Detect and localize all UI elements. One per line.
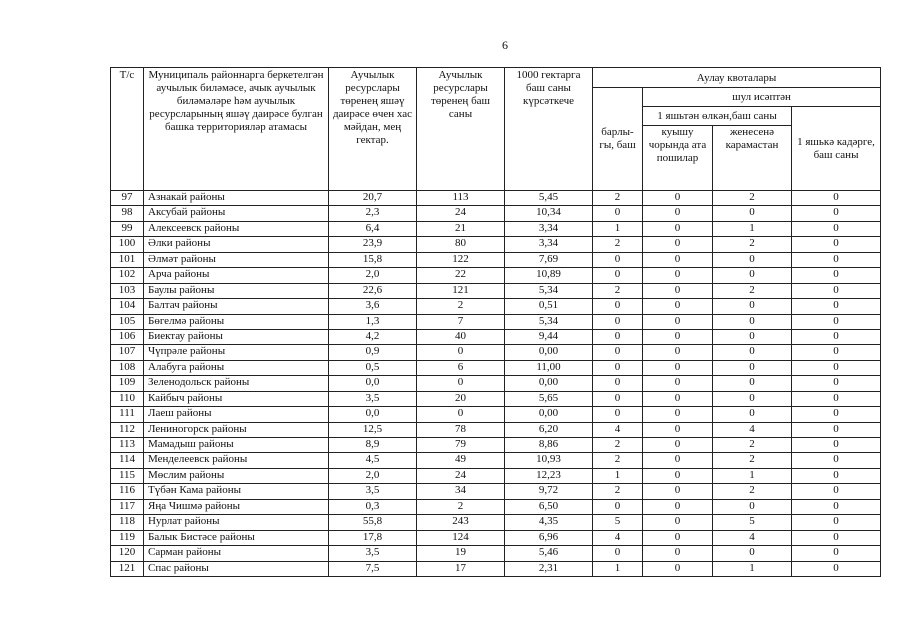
row-index-cell: 101 bbox=[111, 252, 144, 267]
row-index-cell: 114 bbox=[111, 453, 144, 468]
territory-name-cell: Кайбыч районы bbox=[144, 391, 329, 406]
density-per-1000ha-cell: 10,89 bbox=[505, 268, 593, 283]
quota-total-cell: 0 bbox=[593, 499, 643, 514]
quota-regardless-sex-cell: 2 bbox=[713, 484, 792, 499]
quota-males-rut-cell: 0 bbox=[643, 546, 713, 561]
row-index-cell: 104 bbox=[111, 299, 144, 314]
quota-under-one-year-cell: 0 bbox=[792, 484, 881, 499]
quota-under-one-year-cell: 0 bbox=[792, 391, 881, 406]
habitat-area-cell: 3,5 bbox=[329, 546, 417, 561]
territory-name-cell: Мөслим районы bbox=[144, 468, 329, 483]
habitat-area-cell: 55,8 bbox=[329, 515, 417, 530]
territory-name-cell: Азнакай районы bbox=[144, 191, 329, 206]
quota-under-one-year-cell: 0 bbox=[792, 329, 881, 344]
quota-total-cell: 4 bbox=[593, 422, 643, 437]
row-index-cell: 108 bbox=[111, 360, 144, 375]
quota-total-cell: 5 bbox=[593, 515, 643, 530]
density-per-1000ha-cell: 0,00 bbox=[505, 376, 593, 391]
quota-regardless-sex-cell: 2 bbox=[713, 438, 792, 453]
habitat-area-cell: 4,2 bbox=[329, 329, 417, 344]
territory-name-cell: Зеленодольск районы bbox=[144, 376, 329, 391]
resource-count-cell: 79 bbox=[417, 438, 505, 453]
resource-count-cell: 80 bbox=[417, 237, 505, 252]
habitat-area-cell: 2,0 bbox=[329, 268, 417, 283]
territory-name-cell: Яңа Чишмә районы bbox=[144, 499, 329, 514]
quota-under-one-year-cell: 0 bbox=[792, 345, 881, 360]
quota-males-rut-cell: 0 bbox=[643, 237, 713, 252]
row-index-cell: 99 bbox=[111, 221, 144, 236]
density-per-1000ha-cell: 6,50 bbox=[505, 499, 593, 514]
density-per-1000ha-cell: 12,23 bbox=[505, 468, 593, 483]
header-including: шул исәптән bbox=[643, 88, 881, 107]
table-row bbox=[111, 283, 881, 298]
quota-total-cell: 0 bbox=[593, 314, 643, 329]
quota-males-rut-cell: 0 bbox=[643, 299, 713, 314]
habitat-area-cell: 3,5 bbox=[329, 391, 417, 406]
density-per-1000ha-cell: 0,00 bbox=[505, 407, 593, 422]
resource-count-cell: 122 bbox=[417, 252, 505, 267]
quota-regardless-sex-cell: 0 bbox=[713, 299, 792, 314]
habitat-area-cell: 6,4 bbox=[329, 221, 417, 236]
table-row bbox=[111, 515, 881, 530]
row-index-cell: 116 bbox=[111, 484, 144, 499]
resource-count-cell: 49 bbox=[417, 453, 505, 468]
quota-regardless-sex-cell: 0 bbox=[713, 407, 792, 422]
density-per-1000ha-cell: 6,20 bbox=[505, 422, 593, 437]
hunting-quota-table bbox=[110, 67, 881, 577]
territory-name-cell: Арча районы bbox=[144, 268, 329, 283]
quota-total-cell: 0 bbox=[593, 391, 643, 406]
header-regardless-sex: женесенә карамастан bbox=[713, 126, 792, 191]
quota-males-rut-cell: 0 bbox=[643, 438, 713, 453]
resource-count-cell: 0 bbox=[417, 407, 505, 422]
density-per-1000ha-cell: 0,00 bbox=[505, 345, 593, 360]
quota-under-one-year-cell: 0 bbox=[792, 376, 881, 391]
habitat-area-cell: 0,5 bbox=[329, 360, 417, 375]
quota-males-rut-cell: 0 bbox=[643, 376, 713, 391]
quota-under-one-year-cell: 0 bbox=[792, 530, 881, 545]
quota-regardless-sex-cell: 0 bbox=[713, 360, 792, 375]
table-row bbox=[111, 191, 881, 206]
table-body bbox=[111, 191, 881, 577]
territory-name-cell: Балык Бистәсе районы bbox=[144, 530, 329, 545]
quota-under-one-year-cell: 0 bbox=[792, 499, 881, 514]
quota-under-one-year-cell: 0 bbox=[792, 422, 881, 437]
habitat-area-cell: 0,9 bbox=[329, 345, 417, 360]
quota-regardless-sex-cell: 0 bbox=[713, 345, 792, 360]
density-per-1000ha-cell: 3,34 bbox=[505, 221, 593, 236]
habitat-area-cell: 3,6 bbox=[329, 299, 417, 314]
row-index-cell: 118 bbox=[111, 515, 144, 530]
resource-count-cell: 2 bbox=[417, 499, 505, 514]
quota-total-cell: 0 bbox=[593, 268, 643, 283]
territory-name-cell: Спас районы bbox=[144, 561, 329, 576]
table-header bbox=[111, 68, 881, 191]
quota-total-cell: 2 bbox=[593, 237, 643, 252]
quota-regardless-sex-cell: 0 bbox=[713, 268, 792, 283]
quota-under-one-year-cell: 0 bbox=[792, 299, 881, 314]
quota-total-cell: 1 bbox=[593, 561, 643, 576]
quota-regardless-sex-cell: 4 bbox=[713, 530, 792, 545]
header-territory-name: Муниципаль районнарга беркетелгән аучылык биләмәсе, ачык аучылык биләмәләре һәм аучылык ресурсларының яшәү даирәсе булган башка территорияләр атамасы bbox=[144, 68, 329, 191]
territory-name-cell: Биектау районы bbox=[144, 329, 329, 344]
resource-count-cell: 17 bbox=[417, 561, 505, 576]
density-per-1000ha-cell: 2,31 bbox=[505, 561, 593, 576]
quota-males-rut-cell: 0 bbox=[643, 314, 713, 329]
quota-total-cell: 0 bbox=[593, 252, 643, 267]
quota-males-rut-cell: 0 bbox=[643, 345, 713, 360]
quota-regardless-sex-cell: 0 bbox=[713, 376, 792, 391]
quota-regardless-sex-cell: 2 bbox=[713, 191, 792, 206]
resource-count-cell: 21 bbox=[417, 221, 505, 236]
resource-count-cell: 19 bbox=[417, 546, 505, 561]
density-per-1000ha-cell: 5,34 bbox=[505, 314, 593, 329]
territory-name-cell: Мамадыш районы bbox=[144, 438, 329, 453]
header-quota-group: Аулау квоталары bbox=[593, 68, 881, 88]
resource-count-cell: 2 bbox=[417, 299, 505, 314]
row-index-cell: 112 bbox=[111, 422, 144, 437]
table-row bbox=[111, 530, 881, 545]
resource-count-cell: 20 bbox=[417, 391, 505, 406]
table-row bbox=[111, 453, 881, 468]
row-index-cell: 117 bbox=[111, 499, 144, 514]
habitat-area-cell: 23,9 bbox=[329, 237, 417, 252]
quota-total-cell: 1 bbox=[593, 468, 643, 483]
row-index-cell: 102 bbox=[111, 268, 144, 283]
resource-count-cell: 34 bbox=[417, 484, 505, 499]
header-resource-count: Аучылык ресурслары төренең баш саны bbox=[417, 68, 505, 191]
habitat-area-cell: 22,6 bbox=[329, 283, 417, 298]
territory-name-cell: Лениногорск районы bbox=[144, 422, 329, 437]
row-index-cell: 120 bbox=[111, 546, 144, 561]
resource-count-cell: 40 bbox=[417, 329, 505, 344]
quota-males-rut-cell: 0 bbox=[643, 329, 713, 344]
row-index-cell: 100 bbox=[111, 237, 144, 252]
quota-under-one-year-cell: 0 bbox=[792, 407, 881, 422]
quota-regardless-sex-cell: 2 bbox=[713, 453, 792, 468]
quota-regardless-sex-cell: 1 bbox=[713, 468, 792, 483]
resource-count-cell: 24 bbox=[417, 468, 505, 483]
quota-males-rut-cell: 0 bbox=[643, 422, 713, 437]
quota-regardless-sex-cell: 0 bbox=[713, 206, 792, 221]
habitat-area-cell: 3,5 bbox=[329, 484, 417, 499]
territory-name-cell: Түбән Кама районы bbox=[144, 484, 329, 499]
header-habitat-area: Аучылык ресурслары төренең яшәү даирәсе өчен хас мәйдан, мең гектар. bbox=[329, 68, 417, 191]
row-index-cell: 110 bbox=[111, 391, 144, 406]
habitat-area-cell: 12,5 bbox=[329, 422, 417, 437]
header-males-rut: куышу чорында ата пошилар bbox=[643, 126, 713, 191]
table-row bbox=[111, 329, 881, 344]
density-per-1000ha-cell: 5,45 bbox=[505, 191, 593, 206]
territory-name-cell: Сарман районы bbox=[144, 546, 329, 561]
quota-regardless-sex-cell: 0 bbox=[713, 546, 792, 561]
quota-males-rut-cell: 0 bbox=[643, 268, 713, 283]
density-per-1000ha-cell: 8,86 bbox=[505, 438, 593, 453]
habitat-area-cell: 0,3 bbox=[329, 499, 417, 514]
habitat-area-cell: 15,8 bbox=[329, 252, 417, 267]
quota-total-cell: 2 bbox=[593, 453, 643, 468]
habitat-area-cell: 0,0 bbox=[329, 407, 417, 422]
quota-males-rut-cell: 0 bbox=[643, 561, 713, 576]
table-row bbox=[111, 206, 881, 221]
table-row bbox=[111, 314, 881, 329]
table-row bbox=[111, 345, 881, 360]
header-total: барлы-гы, баш bbox=[593, 88, 643, 191]
quota-males-rut-cell: 0 bbox=[643, 407, 713, 422]
quota-under-one-year-cell: 0 bbox=[792, 438, 881, 453]
density-per-1000ha-cell: 5,65 bbox=[505, 391, 593, 406]
quota-regardless-sex-cell: 4 bbox=[713, 422, 792, 437]
quota-under-one-year-cell: 0 bbox=[792, 283, 881, 298]
quota-males-rut-cell: 0 bbox=[643, 484, 713, 499]
habitat-area-cell: 2,3 bbox=[329, 206, 417, 221]
quota-males-rut-cell: 0 bbox=[643, 499, 713, 514]
density-per-1000ha-cell: 11,00 bbox=[505, 360, 593, 375]
quota-total-cell: 0 bbox=[593, 299, 643, 314]
quota-males-rut-cell: 0 bbox=[643, 221, 713, 236]
row-index-cell: 106 bbox=[111, 329, 144, 344]
row-index-cell: 111 bbox=[111, 407, 144, 422]
quota-males-rut-cell: 0 bbox=[643, 391, 713, 406]
density-per-1000ha-cell: 5,34 bbox=[505, 283, 593, 298]
quota-under-one-year-cell: 0 bbox=[792, 453, 881, 468]
habitat-area-cell: 4,5 bbox=[329, 453, 417, 468]
quota-regardless-sex-cell: 2 bbox=[713, 237, 792, 252]
header-density: 1000 гектарга баш саны күрсәткече bbox=[505, 68, 593, 191]
quota-under-one-year-cell: 0 bbox=[792, 468, 881, 483]
density-per-1000ha-cell: 4,35 bbox=[505, 515, 593, 530]
quota-total-cell: 0 bbox=[593, 376, 643, 391]
resource-count-cell: 7 bbox=[417, 314, 505, 329]
quota-males-rut-cell: 0 bbox=[643, 283, 713, 298]
quota-total-cell: 0 bbox=[593, 345, 643, 360]
row-index-cell: 105 bbox=[111, 314, 144, 329]
row-index-cell: 103 bbox=[111, 283, 144, 298]
quota-under-one-year-cell: 0 bbox=[792, 561, 881, 576]
territory-name-cell: Алабуга районы bbox=[144, 360, 329, 375]
row-index-cell: 97 bbox=[111, 191, 144, 206]
quota-regardless-sex-cell: 2 bbox=[713, 283, 792, 298]
density-per-1000ha-cell: 10,93 bbox=[505, 453, 593, 468]
quota-under-one-year-cell: 0 bbox=[792, 515, 881, 530]
quota-total-cell: 0 bbox=[593, 546, 643, 561]
quota-regardless-sex-cell: 1 bbox=[713, 221, 792, 236]
quota-under-one-year-cell: 0 bbox=[792, 252, 881, 267]
quota-males-rut-cell: 0 bbox=[643, 515, 713, 530]
row-index-cell: 115 bbox=[111, 468, 144, 483]
quota-total-cell: 2 bbox=[593, 438, 643, 453]
quota-total-cell: 2 bbox=[593, 283, 643, 298]
row-index-cell: 113 bbox=[111, 438, 144, 453]
quota-total-cell: 0 bbox=[593, 329, 643, 344]
table-row bbox=[111, 299, 881, 314]
density-per-1000ha-cell: 3,34 bbox=[505, 237, 593, 252]
table-row bbox=[111, 468, 881, 483]
density-per-1000ha-cell: 5,46 bbox=[505, 546, 593, 561]
territory-name-cell: Алексеевск районы bbox=[144, 221, 329, 236]
quota-under-one-year-cell: 0 bbox=[792, 360, 881, 375]
page-number: 6 bbox=[502, 38, 508, 52]
quota-under-one-year-cell: 0 bbox=[792, 314, 881, 329]
territory-name-cell: Әлмәт районы bbox=[144, 252, 329, 267]
habitat-area-cell: 2,0 bbox=[329, 468, 417, 483]
territory-name-cell: Нурлат районы bbox=[144, 515, 329, 530]
header-over-one-year: 1 яшьтән өлкән,баш саны bbox=[643, 107, 792, 126]
table-row bbox=[111, 252, 881, 267]
territory-name-cell: Балтач районы bbox=[144, 299, 329, 314]
quota-under-one-year-cell: 0 bbox=[792, 237, 881, 252]
density-per-1000ha-cell: 6,96 bbox=[505, 530, 593, 545]
resource-count-cell: 0 bbox=[417, 345, 505, 360]
table-row bbox=[111, 376, 881, 391]
quota-regardless-sex-cell: 0 bbox=[713, 391, 792, 406]
territory-name-cell: Баулы районы bbox=[144, 283, 329, 298]
resource-count-cell: 243 bbox=[417, 515, 505, 530]
quota-males-rut-cell: 0 bbox=[643, 252, 713, 267]
table-row bbox=[111, 422, 881, 437]
table-row bbox=[111, 237, 881, 252]
habitat-area-cell: 20,7 bbox=[329, 191, 417, 206]
quota-total-cell: 0 bbox=[593, 206, 643, 221]
habitat-area-cell: 7,5 bbox=[329, 561, 417, 576]
row-index-cell: 107 bbox=[111, 345, 144, 360]
quota-regardless-sex-cell: 5 bbox=[713, 515, 792, 530]
quota-males-rut-cell: 0 bbox=[643, 191, 713, 206]
table-row bbox=[111, 438, 881, 453]
territory-name-cell: Әлки районы bbox=[144, 237, 329, 252]
row-index-cell: 109 bbox=[111, 376, 144, 391]
table-row bbox=[111, 499, 881, 514]
row-index-cell: 98 bbox=[111, 206, 144, 221]
density-per-1000ha-cell: 9,72 bbox=[505, 484, 593, 499]
quota-total-cell: 0 bbox=[593, 360, 643, 375]
resource-count-cell: 24 bbox=[417, 206, 505, 221]
quota-under-one-year-cell: 0 bbox=[792, 206, 881, 221]
quota-males-rut-cell: 0 bbox=[643, 530, 713, 545]
density-per-1000ha-cell: 7,69 bbox=[505, 252, 593, 267]
quota-males-rut-cell: 0 bbox=[643, 468, 713, 483]
habitat-area-cell: 1,3 bbox=[329, 314, 417, 329]
header-idx: Т/с bbox=[111, 68, 144, 191]
table-row bbox=[111, 268, 881, 283]
resource-count-cell: 121 bbox=[417, 283, 505, 298]
table-row bbox=[111, 546, 881, 561]
quota-males-rut-cell: 0 bbox=[643, 360, 713, 375]
territory-name-cell: Менделеевск районы bbox=[144, 453, 329, 468]
resource-count-cell: 78 bbox=[417, 422, 505, 437]
quota-under-one-year-cell: 0 bbox=[792, 546, 881, 561]
habitat-area-cell: 17,8 bbox=[329, 530, 417, 545]
resource-count-cell: 6 bbox=[417, 360, 505, 375]
quota-males-rut-cell: 0 bbox=[643, 206, 713, 221]
row-index-cell: 119 bbox=[111, 530, 144, 545]
quota-under-one-year-cell: 0 bbox=[792, 221, 881, 236]
territory-name-cell: Аксубай районы bbox=[144, 206, 329, 221]
density-per-1000ha-cell: 9,44 bbox=[505, 329, 593, 344]
quota-total-cell: 2 bbox=[593, 191, 643, 206]
quota-total-cell: 0 bbox=[593, 407, 643, 422]
density-per-1000ha-cell: 0,51 bbox=[505, 299, 593, 314]
resource-count-cell: 124 bbox=[417, 530, 505, 545]
table-row bbox=[111, 407, 881, 422]
row-index-cell: 121 bbox=[111, 561, 144, 576]
resource-count-cell: 113 bbox=[417, 191, 505, 206]
habitat-area-cell: 0,0 bbox=[329, 376, 417, 391]
quota-regardless-sex-cell: 0 bbox=[713, 314, 792, 329]
quota-total-cell: 2 bbox=[593, 484, 643, 499]
quota-under-one-year-cell: 0 bbox=[792, 191, 881, 206]
territory-name-cell: Лаеш районы bbox=[144, 407, 329, 422]
table-row bbox=[111, 221, 881, 236]
territory-name-cell: Чүпрәле районы bbox=[144, 345, 329, 360]
resource-count-cell: 22 bbox=[417, 268, 505, 283]
quota-regardless-sex-cell: 0 bbox=[713, 499, 792, 514]
table-row bbox=[111, 391, 881, 406]
table-row bbox=[111, 360, 881, 375]
table-row bbox=[111, 484, 881, 499]
density-per-1000ha-cell: 10,34 bbox=[505, 206, 593, 221]
habitat-area-cell: 8,9 bbox=[329, 438, 417, 453]
quota-regardless-sex-cell: 0 bbox=[713, 252, 792, 267]
table-row bbox=[111, 561, 881, 576]
quota-under-one-year-cell: 0 bbox=[792, 268, 881, 283]
territory-name-cell: Бөгелмә районы bbox=[144, 314, 329, 329]
resource-count-cell: 0 bbox=[417, 376, 505, 391]
quota-regardless-sex-cell: 1 bbox=[713, 561, 792, 576]
quota-total-cell: 4 bbox=[593, 530, 643, 545]
quota-males-rut-cell: 0 bbox=[643, 453, 713, 468]
quota-regardless-sex-cell: 0 bbox=[713, 329, 792, 344]
quota-total-cell: 1 bbox=[593, 221, 643, 236]
header-under-one-year: 1 яшькә кадәрге, баш саны bbox=[792, 107, 881, 191]
